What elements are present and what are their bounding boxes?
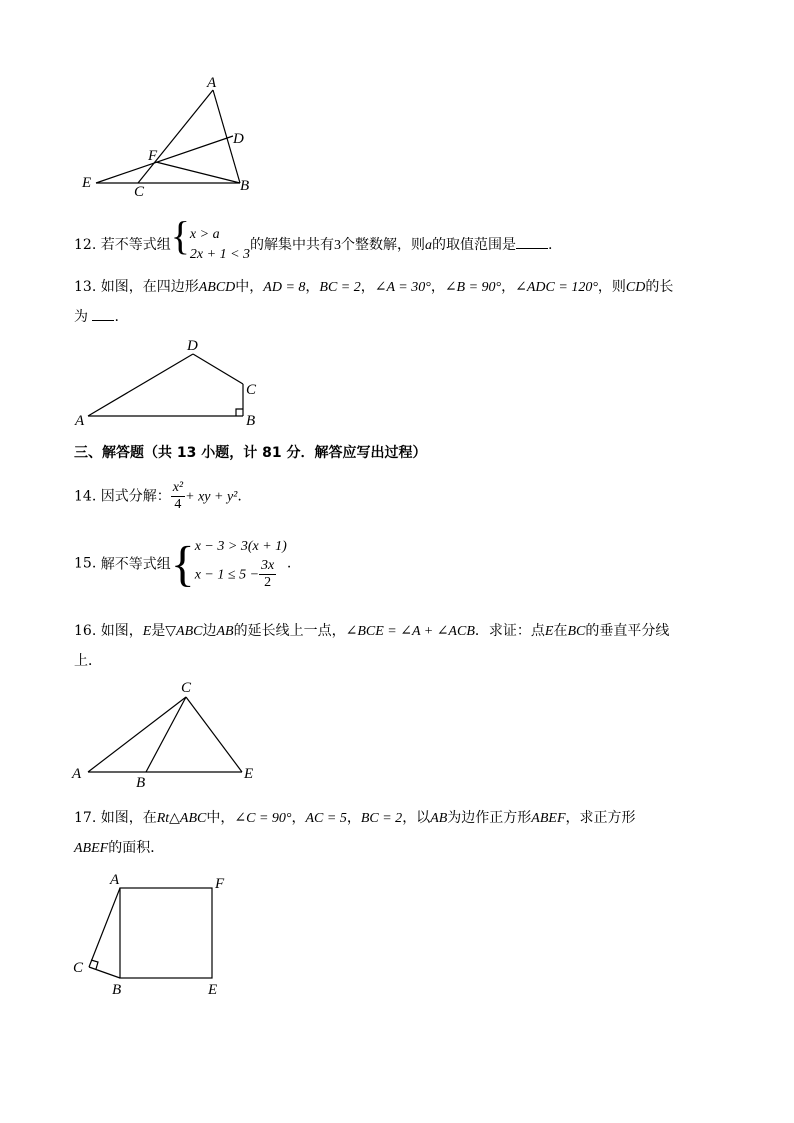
inequality-system: x − 3 > 3(x + 1) x − 1 ≤ 5 − $\frac{3x}{2}$ [194, 539, 287, 590]
label-c: C [73, 960, 84, 976]
label-b: B [112, 982, 122, 998]
question-16-line2: 上． [74, 653, 102, 669]
label-a: A [110, 872, 120, 888]
label-c: C [246, 382, 257, 398]
answer-blank[interactable] [516, 248, 548, 249]
inequality-system: x > a 2x + 1 < 3 [189, 227, 251, 262]
label-e: E [208, 982, 218, 998]
label-f: F [215, 876, 225, 892]
label-d: D [187, 338, 198, 354]
question-15: 15. 解不等式组{ x − 3 > 3(x + 1) x − 1 ≤ 5 − $\frac{3x}{2}$ . [74, 535, 292, 592]
label-a: A [72, 766, 82, 782]
figure-quadrilateral-abcd [70, 336, 270, 431]
label-b: B [136, 775, 146, 791]
figure-triangle-ace [68, 676, 268, 794]
label-e: E [82, 175, 92, 191]
question-14: 14. 因式分解： $\frac{\text{x²}}{4}$ + xy + y². [74, 480, 242, 512]
question-13: 13. 如图，在四边形ABCD中，AD = 8，BC = 2，∠A = 30°，∠B = 90°，∠ADC = 120°，则CD的长 [74, 279, 674, 295]
figure-triangle-efdb [70, 72, 270, 202]
question-16: 16. 如图，E是▽ABC边AB的延长线上一点，∠BCE = ∠A + ∠ACB．求证：点E在BC的垂直平分线 [74, 623, 670, 639]
answer-blank[interactable] [92, 320, 114, 321]
label-a: A [207, 75, 217, 91]
label-d: D [233, 131, 244, 147]
figure-square-abef [68, 866, 248, 1001]
label-b: B [246, 413, 256, 429]
label-c: C [134, 184, 145, 200]
label-a: A [75, 413, 85, 429]
label-f: F [148, 148, 158, 164]
question-13-line2: 为 . [74, 309, 119, 325]
fraction: $\frac{\text{x²}}{4}$ [172, 480, 184, 512]
section-heading: 三、解答题（共 13 小题，计 81 分．解答应写出过程） [74, 445, 427, 461]
question-17-line2: ABEF的面积． [74, 840, 165, 856]
question-17: 17. 如图，在Rt△ABC中，∠C = 90°，AC = 5，BC = 2，以AB为边作正方形ABEF，求正方形 [74, 810, 636, 826]
label-b: B [240, 178, 250, 194]
question-12: 12. 若不等式组{ x > a 2x + 1 < 3 的解集中共有3个整数解，则a的取值范围是 . [74, 216, 552, 265]
label-e: E [244, 766, 254, 782]
label-c: C [181, 680, 192, 696]
